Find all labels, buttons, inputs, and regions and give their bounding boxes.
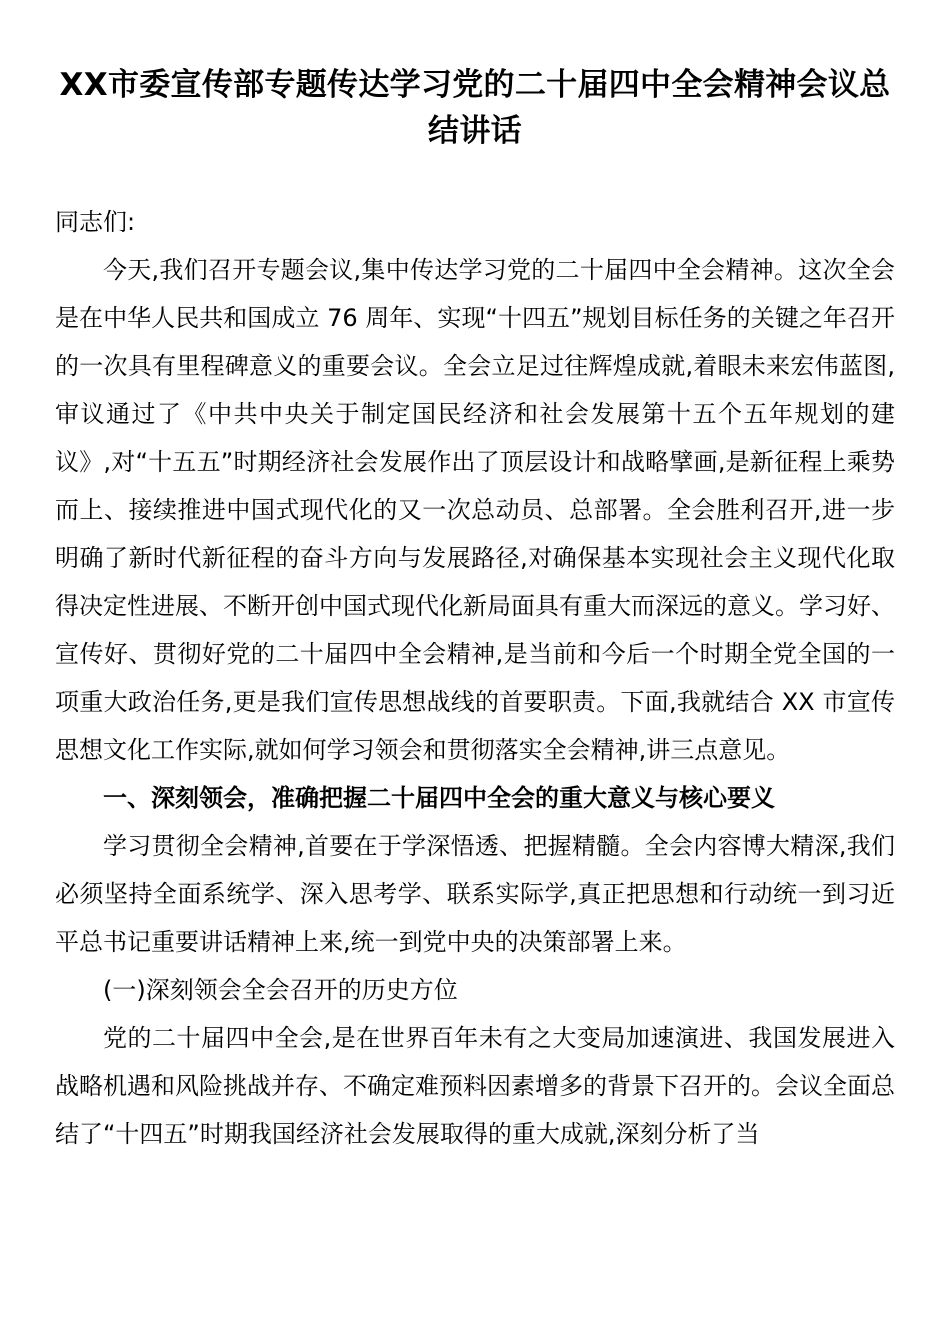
salutation: 同志们: [55, 208, 136, 236]
document-body [55, 154, 895, 1158]
paragraph-section-1-1-body: 党的二十届四中全会,是在世界百年未有之大变局加速演进、我国发展进入战略机遇和风险挑战并存、不确定难预料因素增多的背景下召开的。会议全面总结了“十四五”时期我国经济社会发展取得的重大成就,深刻分析了当 [55, 1024, 895, 1148]
page-content [55, 0, 895, 1158]
paragraph-section-1-lead: 学习贯彻全会精神,首要在于学深悟透、把握精髓。全会内容博大精深,我们必须坚持全面系统学、深入思考学、联系实际学,真正把思想和行动统一到习近平总书记重要讲话精神上来,统一到党中央的决策部署上来。 [55, 832, 895, 956]
paragraph-opening: 今天,我们召开专题会议,集中传达学习党的二十届四中全会精神。这次全会是在中华人民共和国成立 76 周年、实现“十四五”规划目标任务的关键之年召开的一次具有里程碑意义的重要会议。全会立足过往辉煌成就,着眼未来宏伟蓝图,审议通过了《中共中央关于制定国民经济和社会发展第十五个五年规划的建议》,对“十五五”时期经济社会发展作出了顶层设计和战略擘画,是新征程上乘势而上、接续推进中国式现代化的又一次总动员、总部署。全会胜利召开,进一步明确了新时代新征程的奋斗方向与发展路径,对确保基本实现社会主义现代化取得决定性进展、不断开创中国式现代化新局面具有重大而深远的意义。学习好、宣传好、贯彻好党的二十届四中全会精神,是当前和今后一个时期全党全国的一项重大政治任务,更是我们宣传思想战线的首要职责。下面,我就结合 XX 市宣传思想文化工作实际,就如何学习领会和贯彻落实全会精神,讲三点意见。 [55, 256, 895, 764]
page-title: XX市委宣传部专题传达学习党的二十届四中全会精神会议总结讲话 [59, 67, 891, 149]
subsection-heading-1-1: (一)深刻领会全会召开的历史方位 [103, 976, 458, 1004]
section-heading-1: 一、深刻领会，准确把握二十届四中全会的重大意义与核心要义 [103, 784, 775, 812]
